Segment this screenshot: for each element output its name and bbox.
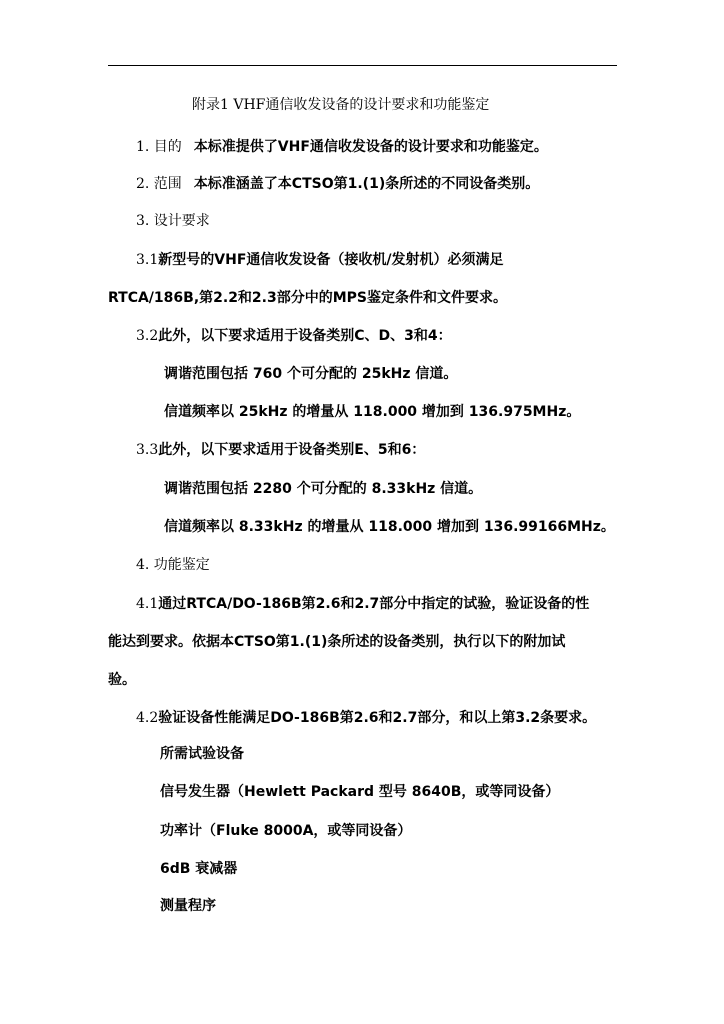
section-3-3-item-2: 信道频率以 8.33kHz 的增量从 118.000 增加到 136.99166MHz。 [164, 519, 615, 535]
section-4-1-line-2: 能达到要求。依据本CTSO第1.(1)条所述的设备类别，执行以下的附加试 [108, 634, 566, 650]
section-1 [136, 137, 548, 158]
section-3-3 [136, 440, 425, 461]
section-4-2-text: 验证设备性能满足DO-186B第2.6和2.7部分，和以上第3.2条要求。 [158, 710, 597, 726]
section-2-text: 本标准涵盖了本CTSO第1.(1)条所述的不同设备类别。 [193, 176, 540, 192]
section-1-number: 1. 目的 [136, 139, 182, 155]
section-3-1-line-1 [136, 250, 504, 271]
section-3-heading: 3. 设计要求 [136, 213, 210, 229]
header-rule [108, 65, 617, 66]
section-3-3-number: 3.3 [136, 442, 159, 458]
section-4-heading: 4. 功能鉴定 [136, 557, 210, 573]
section-4-2 [136, 708, 596, 729]
equipment-item-4: 测量程序 [160, 898, 216, 914]
section-3-1-line-2: RTCA/186B,第2.2和2.3部分中的MPS鉴定条件和文件要求。 [108, 290, 508, 306]
equipment-heading: 所需试验设备 [160, 746, 244, 762]
section-2-number: 2. 范围 [136, 176, 182, 192]
section-4-1-line-3: 验。 [108, 672, 136, 688]
section-3-2-number: 3.2 [136, 328, 159, 344]
section-3-2-item-2: 信道频率以 25kHz 的增量从 118.000 增加到 136.975MHz。 [164, 404, 581, 420]
section-2 [136, 174, 539, 195]
section-4-2-number: 4.2 [136, 710, 159, 726]
section-4-1-number: 4.1 [136, 596, 159, 612]
section-3-2-text: 此外，以下要求适用于设备类别C、D、3和4： [158, 328, 452, 344]
section-3-3-item-1: 调谐范围包括 2280 个可分配的 8.33kHz 信道。 [164, 481, 483, 497]
section-3-1-text: 新型号的VHF通信收发设备（接收机/发射机）必须满足 [158, 252, 504, 268]
section-3-2 [136, 326, 452, 347]
equipment-item-1: 信号发生器（Hewlett Packard 型号 8640B，或等同设备） [160, 784, 560, 800]
page-title: 附录1 VHF通信收发设备的设计要求和功能鉴定 [192, 97, 490, 113]
section-3-2-item-1: 调谐范围包括 760 个可分配的 25kHz 信道。 [164, 366, 458, 382]
equipment-item-2: 功率计（Fluke 8000A，或等同设备） [160, 823, 412, 839]
section-3-3-text: 此外，以下要求适用于设备类别E、5和6： [158, 442, 426, 458]
section-3-1-number: 3.1 [136, 252, 159, 268]
section-4-1-line-1 [136, 594, 616, 615]
equipment-item-3: 6dB 衰减器 [160, 861, 238, 877]
section-4-1-text-1: 通过RTCA/DO-186B第2.6和2.7部分中指定的试验，验证设备的性 [158, 596, 590, 612]
section-1-text: 本标准提供了VHF通信收发设备的设计要求和功能鉴定。 [193, 139, 548, 155]
